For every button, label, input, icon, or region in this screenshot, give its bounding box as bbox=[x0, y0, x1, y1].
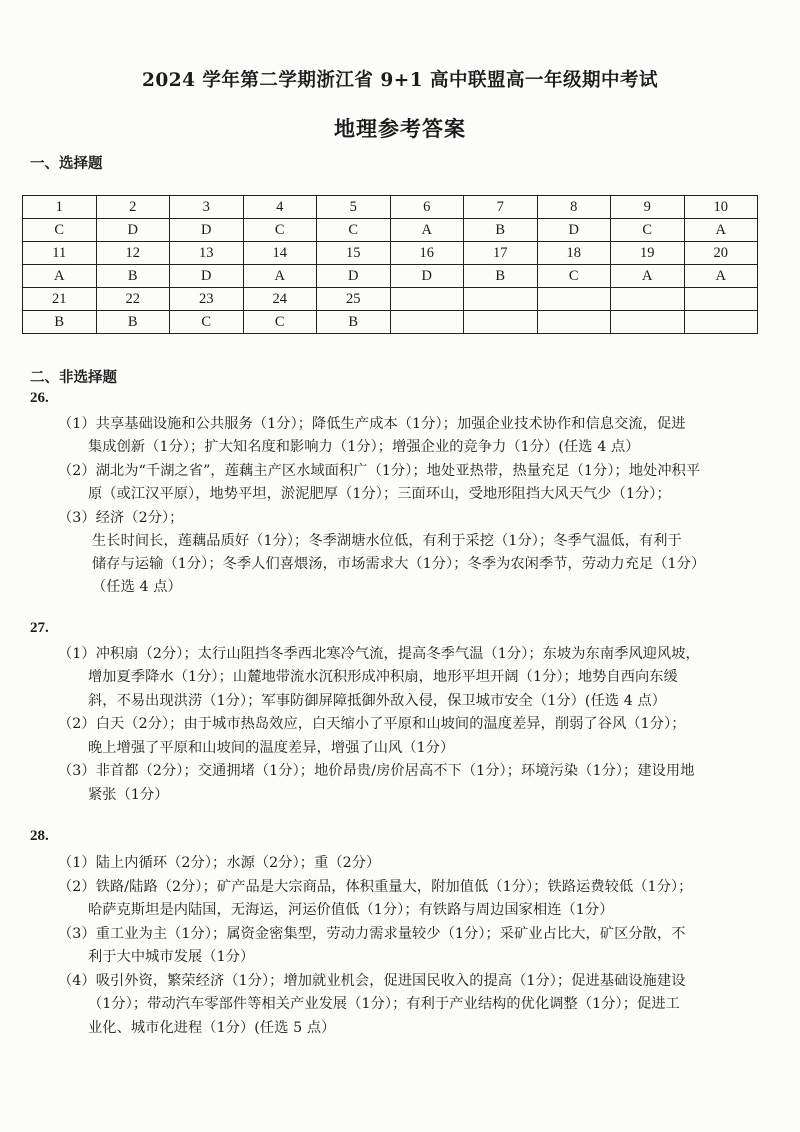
answer-cell: A bbox=[243, 265, 317, 288]
answer-cell bbox=[611, 311, 685, 334]
section-heading-non-multiple-choice: 二、非选择题 bbox=[30, 369, 117, 386]
answer-cell: B bbox=[96, 265, 170, 288]
answer-cell: A bbox=[684, 219, 758, 242]
answer-cell: D bbox=[96, 219, 170, 242]
q26-line: （任选 4 点） bbox=[92, 579, 182, 595]
question-number-cell: 11 bbox=[23, 242, 97, 265]
q27-line: 紧张（1分） bbox=[88, 787, 169, 803]
question-number-cell: 14 bbox=[243, 242, 317, 265]
answer-cell: A bbox=[611, 265, 685, 288]
question-number-cell: 25 bbox=[317, 288, 391, 311]
q26-line: （2）湖北为“千湖之省”，莲藕主产区水域面积广（1分）；地处亚热带，热量充足（1分）；地处冲积平 bbox=[58, 463, 701, 479]
answer-cell bbox=[464, 311, 538, 334]
question-number-row bbox=[23, 242, 758, 265]
answer-cell: C bbox=[317, 219, 391, 242]
q28-line: （4）吸引外资，繁荣经济（1分）；增加就业机会，促进国民收入的提高（1分）；促进基础设施建设 bbox=[58, 973, 686, 989]
question-number-cell bbox=[537, 288, 611, 311]
question-number-cell: 2 bbox=[96, 196, 170, 219]
question-number-cell: 8 bbox=[537, 196, 611, 219]
answer-cell: D bbox=[317, 265, 391, 288]
question-number-cell: 22 bbox=[96, 288, 170, 311]
q28-line: （1分）；带动汽车零部件等相关产业发展（1分）；有利于产业结构的优化调整（1分）；促进工 bbox=[88, 996, 680, 1012]
question-number-cell bbox=[390, 288, 464, 311]
q27-line: （3）非首都（2分）；交通拥堵（1分）；地价昂贵/房价居高不下（1分）；环境污染（1分）；建设用地 bbox=[58, 763, 695, 779]
page-subtitle: 地理参考答案 bbox=[334, 116, 466, 141]
answer-cell: C bbox=[23, 219, 97, 242]
answer-cell: D bbox=[170, 265, 244, 288]
answer-cell: C bbox=[170, 311, 244, 334]
answer-row bbox=[23, 265, 758, 288]
question-number-cell: 7 bbox=[464, 196, 538, 219]
section-heading-multiple-choice: 一、选择题 bbox=[30, 155, 103, 172]
q27-line: （2）白天（2分）；由于城市热岛效应，白天缩小了平原和山坡间的温度差异，削弱了谷风（1分）； bbox=[58, 716, 686, 732]
answer-cell bbox=[537, 311, 611, 334]
q28-line: （2）铁路/陆路（2分）；矿产品是大宗商品，体积重量大，附加值低（1分）；铁路运费较低（1分）； bbox=[58, 879, 693, 895]
question-number-cell: 19 bbox=[611, 242, 685, 265]
answer-cell: C bbox=[611, 219, 685, 242]
q26-line: 生长时间长，莲藕品质好（1分）；冬季湖塘水位低，有利于采挖（1分）；冬季气温低，有利于 bbox=[92, 533, 682, 549]
q26-line: 原（或江汉平原），地势平坦，淤泥肥厚（1分）；三面环山，受地形阻挡大风天气少（1分）； bbox=[88, 486, 671, 502]
answer-cell: B bbox=[464, 265, 538, 288]
q28-line: 哈萨克斯坦是内陆国，无海运，河运价值低（1分）；有铁路与周边国家相连（1分） bbox=[88, 902, 614, 918]
question-number-cell: 12 bbox=[96, 242, 170, 265]
answer-cell: C bbox=[243, 311, 317, 334]
question-28-number: 28. bbox=[30, 828, 49, 844]
answer-row bbox=[23, 219, 758, 242]
answer-cell: A bbox=[23, 265, 97, 288]
answer-cell: A bbox=[390, 219, 464, 242]
q27-line: 斜，不易出现洪涝（1分）；军事防御屏障抵御外敌入侵，保卫城市安全（1分）(任选 4 点） bbox=[88, 693, 667, 709]
question-number-cell: 9 bbox=[611, 196, 685, 219]
q27-line: 增加夏季降水（1分）；山麓地带流水沉积形成冲积扇，地形平坦开阔（1分）；地势自西向东缓 bbox=[88, 669, 678, 685]
question-number-cell: 10 bbox=[684, 196, 758, 219]
question-number-row bbox=[23, 196, 758, 219]
question-number-cell bbox=[611, 288, 685, 311]
question-number-cell: 1 bbox=[23, 196, 97, 219]
q27-line: （1）冲积扇（2分）；太行山阻挡冬季西北寒冷气流，提高冬季气温（1分）；东坡为东南季风迎风坡， bbox=[58, 646, 700, 662]
question-number-cell bbox=[464, 288, 538, 311]
answer-cell: B bbox=[96, 311, 170, 334]
question-number-cell: 18 bbox=[537, 242, 611, 265]
q26-line: 储存与运输（1分）；冬季人们喜煨汤，市场需求大（1分）；冬季为农闲季节，劳动力充足（1分） bbox=[92, 556, 706, 572]
question-number-cell: 3 bbox=[170, 196, 244, 219]
answer-cell: A bbox=[684, 265, 758, 288]
answer-cell: B bbox=[317, 311, 391, 334]
answer-row bbox=[23, 311, 758, 334]
q26-line: （3）经济（2分）； bbox=[58, 510, 184, 526]
question-number-cell: 23 bbox=[170, 288, 244, 311]
question-number-cell bbox=[684, 288, 758, 311]
question-number-cell: 5 bbox=[317, 196, 391, 219]
q28-line: 业化、城市化进程（1分）(任选 5 点） bbox=[88, 1020, 336, 1036]
q27-line: 晚上增强了平原和山坡间的温度差异，增强了山风（1分） bbox=[88, 740, 455, 756]
question-27-number: 27. bbox=[30, 620, 49, 636]
answer-cell: B bbox=[464, 219, 538, 242]
question-number-cell: 4 bbox=[243, 196, 317, 219]
question-number-cell: 13 bbox=[170, 242, 244, 265]
question-number-cell: 21 bbox=[23, 288, 97, 311]
question-number-cell: 15 bbox=[317, 242, 391, 265]
question-number-cell: 17 bbox=[464, 242, 538, 265]
answer-cell: C bbox=[537, 265, 611, 288]
answer-cell: C bbox=[243, 219, 317, 242]
answer-cell bbox=[684, 311, 758, 334]
q26-line: 集成创新（1分）；扩大知名度和影响力（1分）；增强企业的竞争力（1分）(任选 4 点） bbox=[88, 439, 640, 455]
question-number-row bbox=[23, 288, 758, 311]
question-number-cell: 20 bbox=[684, 242, 758, 265]
answer-cell: B bbox=[23, 311, 97, 334]
q28-line: 利于大中城市发展（1分） bbox=[88, 949, 255, 965]
q28-line: （1）陆上内循环（2分）；水源（2分）；重（2分） bbox=[58, 855, 381, 871]
answer-cell bbox=[390, 311, 464, 334]
question-number-cell: 6 bbox=[390, 196, 464, 219]
answer-cell: D bbox=[537, 219, 611, 242]
q26-line: （1）共享基础设施和公共服务（1分）；降低生产成本（1分）；加强企业技术协作和信息交流，促进 bbox=[58, 416, 686, 432]
q28-line: （3）重工业为主（1分）；属资金密集型，劳动力需求量较少（1分）；采矿业占比大，矿区分散，不 bbox=[58, 926, 686, 942]
multiple-choice-answer-table bbox=[22, 195, 758, 334]
answer-cell: D bbox=[390, 265, 464, 288]
question-number-cell: 16 bbox=[390, 242, 464, 265]
answer-cell: D bbox=[170, 219, 244, 242]
question-number-cell: 24 bbox=[243, 288, 317, 311]
page-title: 2024 学年第二学期浙江省 9+1 高中联盟高一年级期中考试 bbox=[141, 70, 659, 91]
question-26-number: 26. bbox=[30, 390, 49, 406]
